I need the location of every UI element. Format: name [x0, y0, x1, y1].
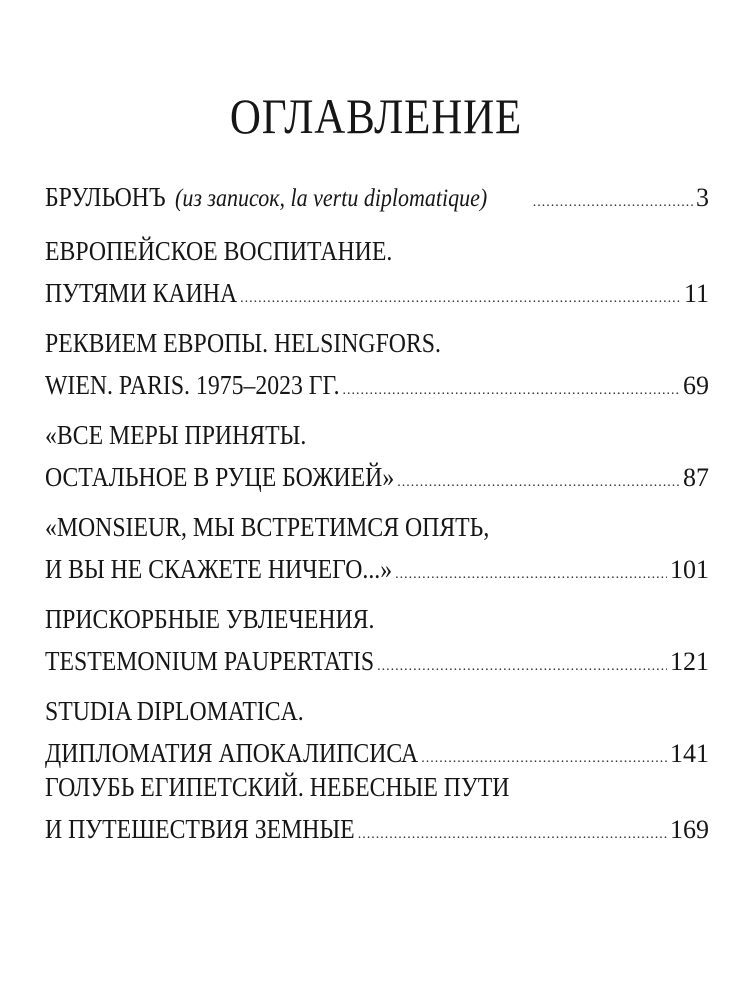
leader-dots — [240, 278, 681, 320]
toc-entry-line — [45, 456, 709, 498]
toc-entry-line — [45, 640, 709, 682]
toc-entry[interactable] — [45, 414, 709, 498]
leader-dots — [358, 814, 667, 856]
toc-entry-title: ОСТАЛЬНОЕ В РУЦЕ БОЖИЕЙ» — [45, 462, 395, 492]
page-number: 141 — [670, 739, 709, 768]
toc-entry-line — [45, 272, 709, 314]
toc-entry-line: РЕКВИЕМ ЕВРОПЫ. HELSINGFORS. — [45, 328, 441, 358]
toc-entry-title: WIEN. PARIS. 1975–2023 ГГ. — [45, 370, 340, 400]
toc-entry[interactable] — [45, 176, 709, 218]
leader-dots — [395, 554, 667, 596]
toc-entry-line: ГОЛУБЬ ЕГИПЕТСКИЙ. НЕБЕСНЫЕ ПУТИ — [45, 772, 510, 802]
toc-entry-title: БРУЛЬОНЪ — [45, 182, 166, 212]
page-number: 169 — [670, 815, 709, 844]
toc-entry-line — [45, 548, 709, 590]
toc-entry-title: И ПУТЕШЕСТВИЯ ЗЕМНЫЕ — [45, 814, 355, 844]
toc-entry[interactable] — [45, 766, 709, 850]
page-number: 11 — [683, 279, 709, 308]
toc-entry-line: ЕВРОПЕЙСКОЕ ВОСПИТАНИЕ. — [45, 236, 393, 266]
toc-entry-line — [45, 176, 709, 218]
page-number: 3 — [696, 183, 709, 212]
toc-entry-title: ПУТЯМИ КАИНА — [45, 278, 238, 308]
toc-entry[interactable] — [45, 322, 709, 406]
page-number: 69 — [683, 371, 709, 400]
toc-entry-line: «MONSIEUR, МЫ ВСТРЕТИМСЯ ОПЯТЬ, — [45, 512, 490, 542]
toc-entry[interactable] — [45, 506, 709, 590]
toc-entry-line: «ВСЕ МЕРЫ ПРИНЯТЫ. — [45, 420, 307, 450]
toc-entry-line — [45, 364, 709, 406]
page-number: 101 — [670, 555, 709, 584]
toc-entry-title: TESTEMONIUM PAUPERTATIS — [45, 646, 375, 676]
toc-entry[interactable] — [45, 690, 709, 774]
leader-dots — [377, 646, 667, 688]
toc-entry-subtitle: (из записок, la vertu diplomatique) — [174, 185, 488, 212]
leader-dots — [343, 370, 680, 412]
page-number: 121 — [670, 647, 709, 676]
toc-entry-line — [45, 808, 709, 850]
page-title: ОГЛАВЛЕНИЕ — [229, 88, 523, 144]
leader-dots — [533, 182, 693, 224]
toc-entry-title: ДИПЛОМАТИЯ АПОКАЛИПСИСА — [45, 738, 419, 768]
page-number: 87 — [683, 463, 709, 492]
leader-dots — [397, 462, 680, 504]
toc-entry[interactable] — [45, 230, 709, 314]
toc-entry-line: ПРИСКОРБНЫЕ УВЛЕЧЕНИЯ. — [45, 604, 375, 634]
toc-entry[interactable] — [45, 598, 709, 682]
toc-entry-title: И ВЫ НЕ СКАЖЕТЕ НИЧЕГО...» — [45, 554, 393, 584]
toc-entry-line: STUDIA DIPLOMATICA. — [45, 696, 304, 726]
